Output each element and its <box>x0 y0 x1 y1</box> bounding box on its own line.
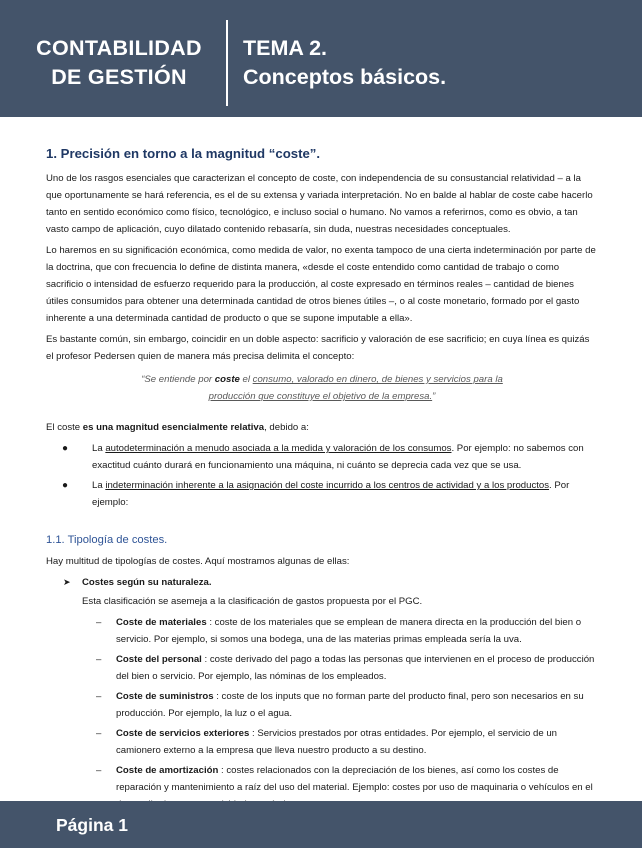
cost-type-item <box>46 614 598 648</box>
page-number: Página 1 <box>56 815 128 835</box>
paragraph-1: Uno de los rasgos esenciales que caracterizan el concepto de coste, con independencia de su consustancial relatividad – a la que oportunamente se hará referencia, es el de su extensa y variada interpretación. No en balde al hablar de coste cabe hacerlo tanto en sentido económico como físico, tecnológico, e incluso social o humano. No vamos a referirnos, como es obvio, a tan vasto campo de aplicación, cuyo dilatado contenido rebasaría, sin duda, nuestras necesidades conceptuales. <box>46 173 593 235</box>
cost-type-term: Coste del personal <box>116 654 202 665</box>
cost-type-text: : coste derivado del pago a todas las personas que intervienen en el proceso de producción del bien o servicio. Por ejemplo, las nóminas de los empleados. <box>116 654 595 682</box>
quote-part-f: ” <box>432 391 436 402</box>
dash-icon: – <box>96 728 102 739</box>
subject-title <box>16 34 222 92</box>
quote-part-e: producción que constituye el objetivo de la empresa. <box>208 391 433 402</box>
cost-type-text: : coste de los inputs que no forman parte del producto final, pero son necesarios en su producción. Por ejemplo, la luz o el agua. <box>116 691 584 719</box>
bullet1-part-c: . Por ejemplo: no sabemos con exactitud cuánto durará en funcionamiento una máquina, ni cuánto se deprecia cada vez que se usa. <box>92 443 584 471</box>
dash-icon: – <box>96 617 102 628</box>
bullet2-part-a: La <box>92 480 106 491</box>
cost-type-term: Coste de amortización <box>116 765 219 776</box>
page-footer <box>0 801 642 848</box>
p4-part-c: , debido a: <box>264 422 309 433</box>
cost-type-item <box>46 688 598 722</box>
dash-icon: – <box>96 765 102 776</box>
cost-type-text: : coste de los materiales que se emplean de manera directa en la producción del bien o servicio. Por ejemplo, si somos una bodega, una de las materias primas empleada sería la uva. <box>116 617 582 645</box>
bullet2-part-c: . Por ejemplo: <box>92 480 570 508</box>
topic-title-line1: TEMA 2. <box>243 36 328 60</box>
bullet-dot-icon: ● <box>62 480 69 491</box>
bullet-item <box>46 477 598 511</box>
subject-title-line2: DE GESTIÓN <box>51 65 187 89</box>
section-1-1-heading: 1.1. Tipología de costes. <box>46 534 168 546</box>
cost-type-term: Coste de materiales <box>116 617 207 628</box>
bullet1-part-b: autodeterminación a menudo asociada a la medida y valoración de los consumos <box>105 443 452 454</box>
bullet1-part-a: La <box>92 443 106 454</box>
dash-icon: – <box>96 654 102 665</box>
p4-part-a: El coste <box>46 422 83 433</box>
paragraph-2: Lo haremos en su significación económica, como medida de valor, no exenta tampoco de una cierta indeterminación por parte de la doctrina, que con frecuencia lo define de distinta manera, «desde el coste entendido como cantidad de trabajo o como sacrificio o intensidad de esfuerzo requerido para la producción, al coste expresado en términos reales – cantidad de bienes útiles consumidos para obtener una determinada cantidad de otros bienes útiles –, o al coste monetario, formado por el gasto inherente a una determinada cantidad de producto o que se supone imputable a ella». <box>46 245 596 324</box>
quote-part-a: “Se entiende por <box>141 374 215 385</box>
quote-part-c: el <box>239 374 253 385</box>
subject-title-line1: CONTABILIDAD <box>36 36 202 60</box>
topic-title-line2: Conceptos básicos. <box>243 65 447 89</box>
cost-type-item <box>46 725 598 759</box>
arrow-item-description: Esta clasificación se asemeja a la clasificación de gastos propuesta por el PGC. <box>82 596 423 607</box>
cost-type-text: : costes relacionados con la depreciación de los bienes, así como los costes de reparación y mantenimiento a raíz del uso del material. Ejemplo: costes por uso de maquinaria o vehículos en el <box>116 765 593 793</box>
cost-types-list <box>46 614 598 813</box>
section-1-heading: 1. Precisión en torno a la magnitud “coste”. <box>46 146 321 161</box>
paragraph-3: Es bastante común, sin embargo, coincidir en un doble aspecto: sacrificio y valoración de ese sacrificio; en cuya línea es quizás el profesor Pedersen quien de manera más precisa delimita el concepto: <box>46 334 590 362</box>
pedersen-quote <box>46 371 598 405</box>
quote-part-b: coste <box>214 374 240 385</box>
arrow-item-label: Costes según su naturaleza. <box>82 577 212 588</box>
arrowhead-icon: ➤ <box>63 577 71 587</box>
p4-part-b: es una magnitud esencialmente relativa <box>82 422 265 433</box>
quote-part-d: consumo, valorado en dinero, de bienes y servicios para la <box>252 374 503 385</box>
relativity-bullets <box>46 440 598 511</box>
bullet-dot-icon: ● <box>62 443 69 454</box>
typology-intro: Hay multitud de tipologías de costes. Aquí mostramos algunas de ellas: <box>46 556 350 567</box>
paragraph-4 <box>46 419 598 436</box>
topic-title <box>243 34 446 92</box>
cost-type-text: : Servicios prestados por otras entidades. Por ejemplo, el servicio de un camionero externo a la empresa que lleva nuestro producto a su destino. <box>116 728 558 756</box>
header-divider <box>226 20 228 106</box>
arrow-list-item <box>46 574 598 591</box>
document-body <box>46 144 598 816</box>
cost-type-term: Coste de servicios exteriores <box>116 728 250 739</box>
bullet-item <box>46 440 598 474</box>
bullet2-part-b: indeterminación inherente a la asignación del coste incurrido a los centros de actividad y a los productos <box>105 480 550 491</box>
cost-type-term: Coste de suministros <box>116 691 214 702</box>
page-header <box>0 0 642 117</box>
cost-type-item <box>46 651 598 685</box>
dash-icon: – <box>96 691 102 702</box>
